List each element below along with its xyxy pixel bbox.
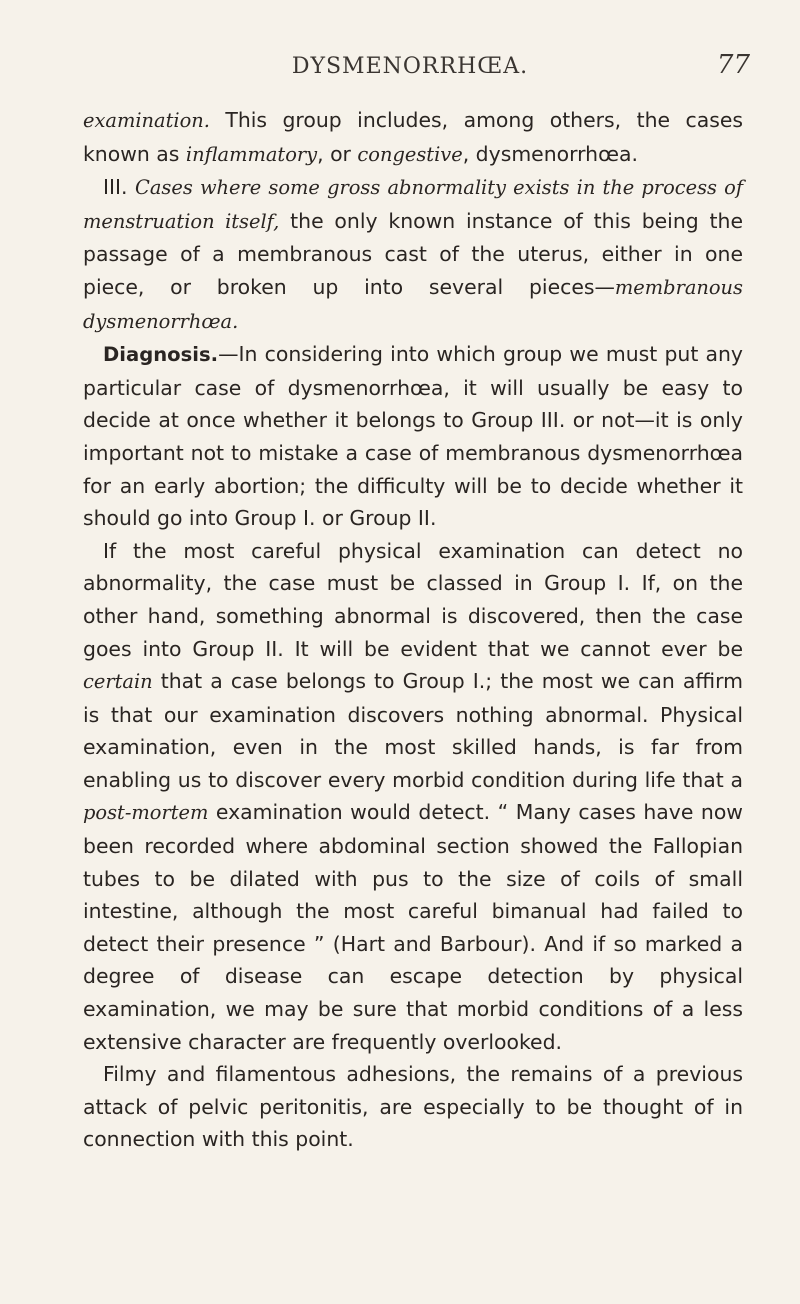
page-number: 77: [716, 50, 750, 80]
body-text: [83, 104, 743, 1156]
paragraph-diagnosis: [83, 338, 743, 535]
paragraph-text: This group includes, among others, the cases known as: [83, 108, 743, 166]
page-header: [60, 50, 760, 88]
paragraph-text: the only known instance of this being the passage of a membranous cast of the uterus, either in one piece, or broken up into several pieces—: [83, 208, 743, 299]
paragraph-examination: [83, 104, 743, 171]
paragraph-text: Filmy and filamentous adhesions, the remains of a previous attack of pelvic peritonitis, are especially to be thought of in connection with this point.: [83, 1062, 743, 1152]
group-numeral: III.: [103, 175, 136, 200]
paragraph-adhesions: [83, 1058, 743, 1156]
paragraph-text: If the most careful physical examination can detect no abnormality, the case must be classed in Group I. If, on the other hand, something abnormal is discovered, then the case goes into Group II. It will be evident that we cannot ever be: [83, 538, 743, 661]
italic-text: inflammatory: [185, 142, 318, 166]
italic-text: examination.: [83, 109, 210, 132]
paragraph-text: , dysmenorrhœa.: [462, 141, 638, 166]
italic-text: membranous dysmenorrhœa.: [83, 275, 743, 333]
italic-text: certain: [83, 670, 153, 694]
italic-text: Cases where some gross abnormality exists in the process of menstruation itself,: [83, 176, 743, 233]
paragraph-group-three: [83, 171, 743, 338]
italic-text: congestive: [357, 142, 463, 166]
paragraph-text: , or: [317, 141, 358, 166]
paragraph-text: —In considering into which group we must put any particular case of dysmenorrhœa, it will usually be easy to decide at once whether it belongs to Group III. or not—it is only important not to mistake a case of membranous dysmenorrhœa for an early abortion; the difficulty will be to decide whether it should go into Group I. or Group II.: [83, 342, 743, 531]
italic-text: post-mortem: [83, 801, 209, 825]
section-heading-diagnosis: Diagnosis.: [103, 343, 219, 367]
paragraph-physical-examination: [83, 535, 743, 1059]
paragraph-text: that a case belongs to Group I.; the most we can affirm is that our examination discovers nothing abnormal. Physical examination, even in the most skilled hands, is far from enabling us to discover every morbid condition during life that a: [83, 669, 743, 792]
paragraph-text: examination would detect. “ Many cases have now been recorded where abdominal section showed the Fallopian tubes to be dilated with pus to the size of coils of small intestine, although the most careful bimanual had failed to detect their presence ” (Hart and Barbour). And if so marked a degree of disease can escape detection by physical examination, we may be sure that morbid conditions of a less extensive character are frequently overlooked.: [83, 800, 743, 1054]
running-head: DYSMENORRHŒA.: [291, 54, 529, 79]
